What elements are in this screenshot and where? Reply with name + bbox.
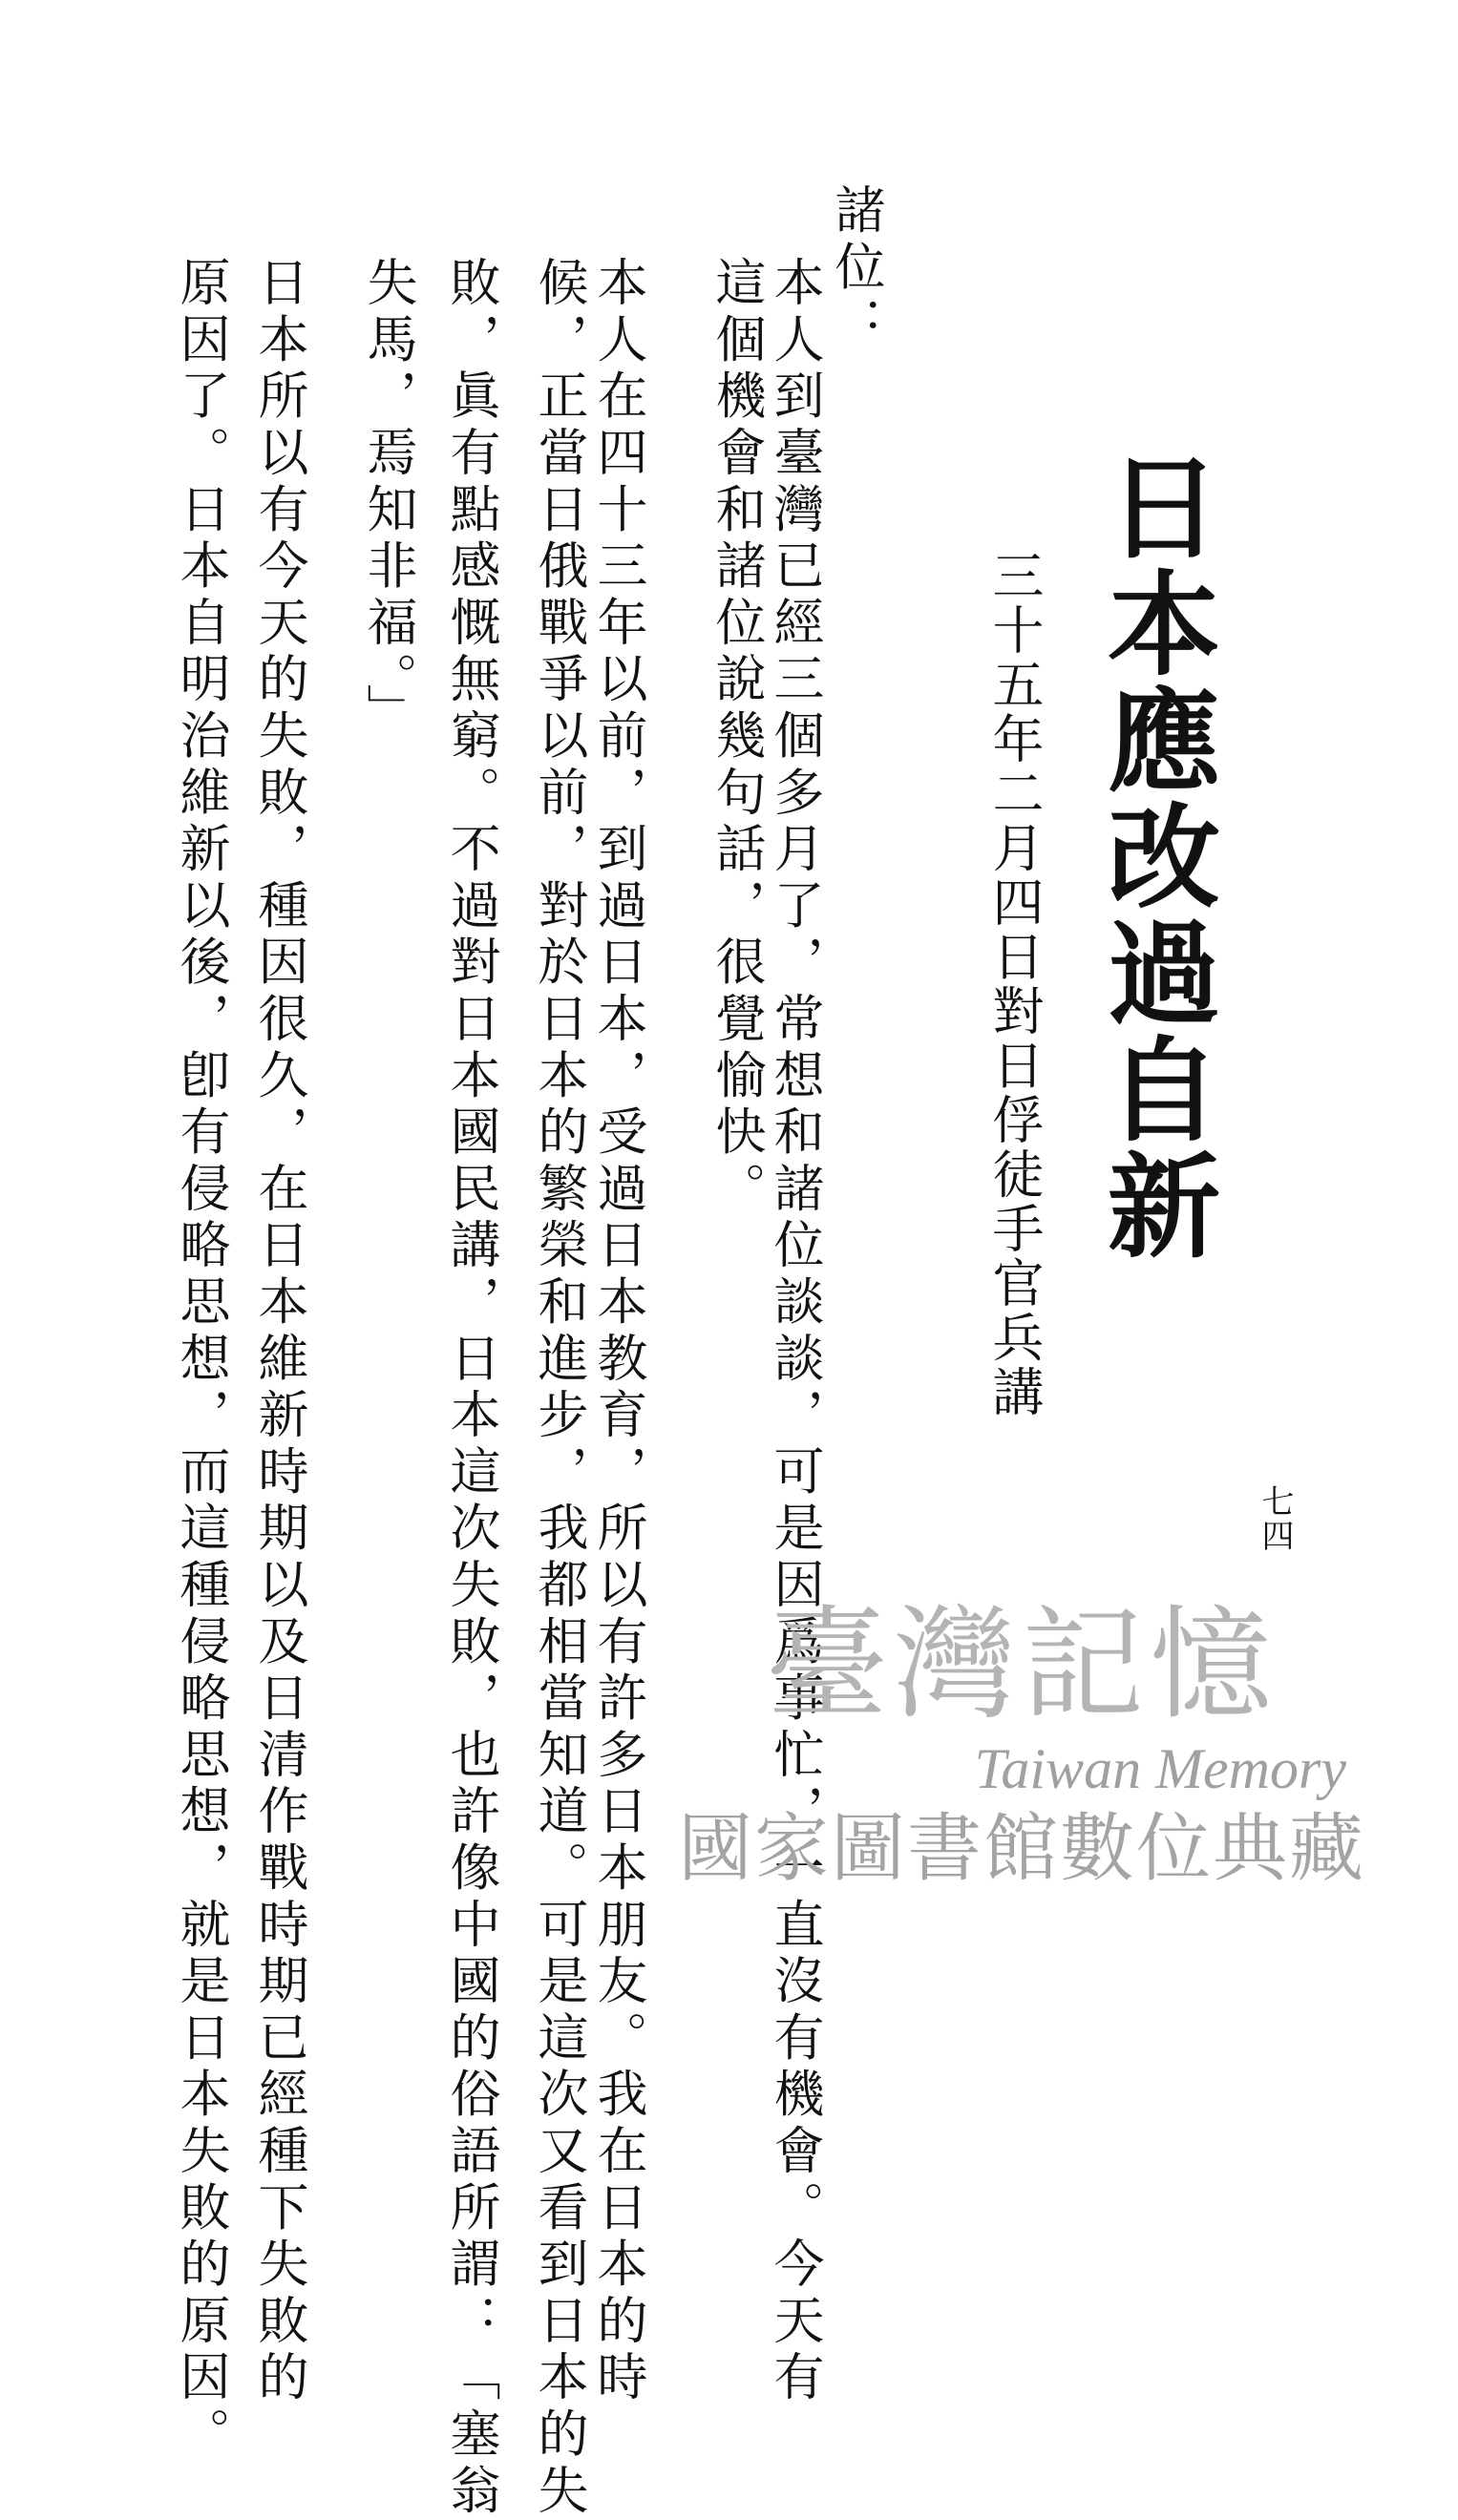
watermark — [668, 1594, 1375, 1938]
speech-subtitle: 三十五年二月四日對日俘徒手官兵講 — [984, 549, 1045, 1419]
body-line: 本人到臺灣已經三個多月了，常想和諸位談談，可是因爲事忙，一直沒有機會。今天有 — [766, 256, 824, 2407]
watermark-organization: 國家圖書館數位典藏 — [677, 1806, 1365, 1890]
watermark-english: Taiwan Memory — [974, 1737, 1346, 1800]
body-line: 本人在四十三年以前，到過日本，受過日本教育，所以有許多日本朋友。我在日本的時 — [589, 256, 647, 2407]
page-number: 七四 — [1256, 1484, 1294, 1553]
watermark-chinese: 臺灣記憶 — [765, 1594, 1278, 1736]
body-line: 日本所以有今天的失敗，種因很久，在日本維新時期以及日清作戰時期已經種下失敗的 — [250, 256, 308, 2407]
salutation-line: 諸位： — [827, 183, 885, 353]
body-line: 原因了。日本自明治維新以後，卽有侵略思想，而這種侵略思想，就是日本失敗的原因。 — [172, 256, 230, 2464]
body-line: 候，正當日俄戰爭以前，對於日本的繁榮和進步，我都相當知道。可是這次又看到日本的失 — [530, 256, 588, 2520]
body-line: 失馬，焉知非福。」 — [359, 256, 417, 741]
page-title: 日本應改過自新 — [1088, 449, 1221, 1264]
body-line: 這個機會和諸位說幾句話，很覺愉快。 — [708, 256, 766, 1219]
body-line: 敗，眞有點感慨無窮。不過對日本國民講，日本這次失敗，也許像中國的俗語所謂：「塞翁 — [442, 256, 500, 2520]
